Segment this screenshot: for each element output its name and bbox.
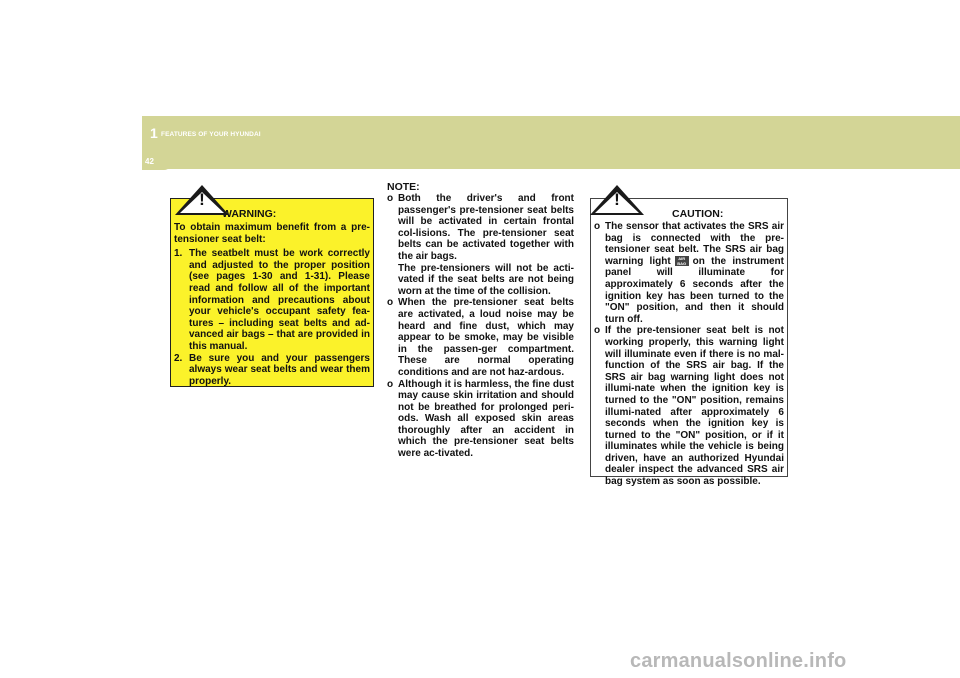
list-item: o Both the driver's and front passenger's pre-tensioner seat belts will be activated in certain frontal col-lisions. The pre-tensioner seat belts can be activated together with the air bags. The pre-tensioners will not be acti-vated if the seat belts are not being worn at the time of the collision. (387, 193, 574, 297)
caution-list (594, 221, 784, 488)
warning-box (170, 198, 374, 387)
note-list (387, 193, 574, 460)
airbag-warning-icon: AIR BAG (675, 256, 689, 266)
note-title: NOTE: (387, 181, 420, 193)
warning-title: WARNING: (222, 208, 277, 220)
chapter-number: 1 (150, 125, 158, 141)
list-item: 1. The seatbelt must be work correctly and adjusted to the proper position (see pages 1-30 and 1-31). Please read and follow all of the important information and precautions about your vehicle's occupant safety fea-tures – including seat belts and ad-vanced air bags – that are provided in this manual. (174, 248, 370, 352)
warning-list (174, 248, 370, 387)
page-number: 42 (145, 157, 154, 166)
list-item: 2. Be sure you and your passengers always wear seat belts and wear them properly. (174, 352, 370, 387)
warning-intro: To obtain maximum benefit from a pre-tensioner seat belt: (174, 222, 370, 245)
list-item: o The sensor that activates the SRS air bag is connected with the pre-tensioner seat belt. The SRS air bag warning light AIR BAG on the instrument panel will illuminate for approximately 6 seconds after the ignition key has been turned to the "ON" position, and then it should turn off. (594, 221, 785, 325)
list-item: o If the pre-tensioner seat belt is not working properly, this warning light will illuminate even if there is no mal-function of the SRS air bag. If the SRS air bag warning light does not illumi-nate when the ignition key is turned to the "ON" position, remains illumi-nated after approximately 6 seconds when the ignition key is turned to the "ON" position, or if it illuminates while the vehicle is being driven, have an authorized Hyundai dealer inspect the advanced SRS air bag system as soon as possible. (594, 325, 784, 488)
caution-box (590, 198, 788, 488)
watermark: carmanualsonline.info (630, 650, 847, 672)
header-band (142, 116, 960, 169)
list-item: o Although it is harmless, the fine dust may cause skin irritation and should not be breathed for prolonged peri-ods. Wash all exposed skin areas thoroughly after an accident in which the pre-tensioner seat belts were ac-tivated. (387, 378, 574, 460)
list-item: o When the pre-tensioner seat belts are activated, a loud noise may be heard and fine dust, which may appear to be smoke, may be visible in the passen-ger compartment. These are normal operating conditions and are not haz-ardous. (387, 297, 574, 378)
note-section (387, 181, 574, 460)
caution-title: CAUTION: (672, 208, 724, 220)
chapter-title: FEATURES OF YOUR HYUNDAI (161, 131, 261, 138)
